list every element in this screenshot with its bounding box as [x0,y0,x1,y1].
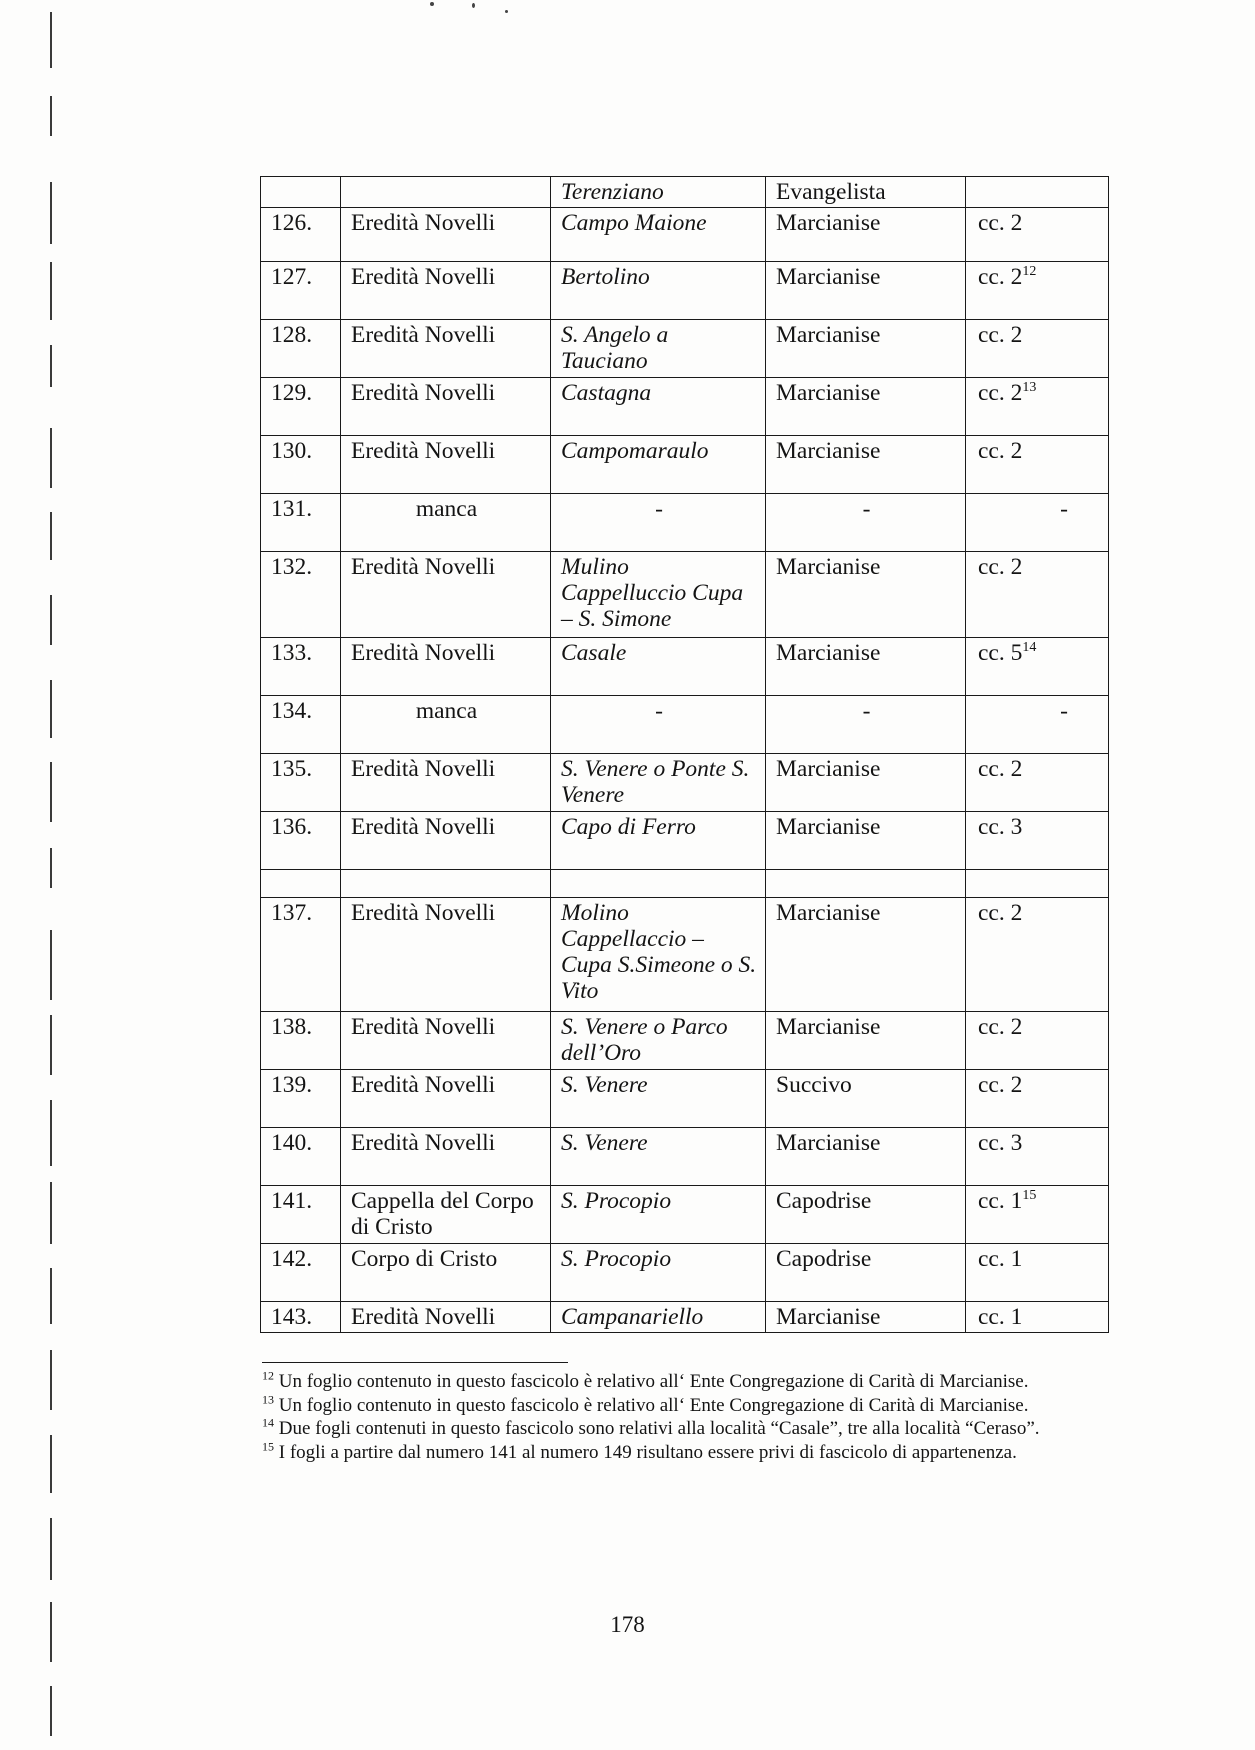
locality [551,870,766,898]
scan-margin-line [50,848,52,888]
page-number: 178 [610,1612,645,1637]
scan-speck [472,3,475,8]
town: Marcianise [766,378,966,436]
table-row [261,638,1109,696]
item-number: 129. [261,378,341,436]
sheet-count: cc. 2 [966,1070,1109,1128]
locality: Campo Maione [551,208,766,262]
town: Marcianise [766,898,966,1012]
heir-name: Eredità Novelli [341,436,551,494]
item-number: 132. [261,552,341,638]
heir-name: Eredità Novelli [341,552,551,638]
locality: Castagna [551,378,766,436]
footnote: $^{14}$ Due fogli contenuti in questo fascicolo sono relativi alla località “Casale”, tre alla località “Ceraso”. [262,1415,1040,1439]
locality: Bertolino [551,262,766,320]
scan-margin-line [50,182,52,244]
scan-margin-line [50,428,52,488]
sheet-count: cc. 1 [966,1302,1109,1333]
item-number: 143. [261,1302,341,1333]
sheet-count: - [966,696,1109,754]
locality: S. Venere o Ponte S. Venere [551,754,766,812]
table-row [261,1128,1109,1186]
locality: S. Venere [551,1128,766,1186]
table-row [261,378,1109,436]
sheet-count: cc. 2 [966,208,1109,262]
item-number [261,177,341,208]
sheet-count [966,177,1109,208]
scan-margin-line [50,680,52,738]
town: - [766,494,966,552]
heir-name: Eredità Novelli [341,1012,551,1070]
locality: Mulino Cappelluccio Cupa – S. Simone [551,552,766,638]
item-number: 133. [261,638,341,696]
scan-margin-line [50,96,52,136]
scan-margin-line [50,512,52,560]
town: Marcianise [766,262,966,320]
item-number: 139. [261,1070,341,1128]
locality: Capo di Ferro [551,812,766,870]
locality: Campomaraulo [551,436,766,494]
heir-name: Cappella del Corpo di Cristo [341,1186,551,1244]
sheet-count [966,870,1109,898]
table-row [261,552,1109,638]
table-row [261,494,1109,552]
town: Marcianise [766,1302,966,1333]
locality: Molino Cappellaccio – Cupa S.Simeone o S. Vito [551,898,766,1012]
town: Succivo [766,1070,966,1128]
scan-margin-line [50,930,52,1000]
locality: S. Procopio [551,1244,766,1302]
sheet-count: cc. 2 [966,552,1109,638]
town: Marcianise [766,754,966,812]
scan-margin-line [50,1686,52,1736]
town: Marcianise [766,812,966,870]
footnote: $^{12}$ Un foglio contenuto in questo fascicolo è relativo all‘ Ente Congregazione di Carità di Marcianise. [262,1368,1029,1392]
sheet-count: cc. $5^{14}$ [966,638,1109,696]
item-number: 136. [261,812,341,870]
footnote: $^{15}$ I fogli a partire dal numero 141 al numero 149 risultano essere privi di fascicolo di appartenenza. [262,1439,1017,1463]
heir-name: manca [341,696,551,754]
table-row [261,208,1109,262]
table-row [261,436,1109,494]
town: Marcianise [766,1128,966,1186]
heir-name: Eredità Novelli [341,320,551,378]
scan-margin-line [50,345,52,387]
holdings-table [260,176,1108,1333]
locality: Casale [551,638,766,696]
item-number: 134. [261,696,341,754]
item-number: 140. [261,1128,341,1186]
locality: S. Procopio [551,1186,766,1244]
item-number: 137. [261,898,341,1012]
heir-name: Eredità Novelli [341,1070,551,1128]
locality: Terenziano [551,177,766,208]
locality: - [551,494,766,552]
town: - [766,696,966,754]
town: Capodrise [766,1244,966,1302]
scan-margin-line [50,1518,52,1580]
locality: S. Venere [551,1070,766,1128]
scan-margin-line [50,595,52,645]
sheet-count: cc. 2 [966,754,1109,812]
item-number: 126. [261,208,341,262]
scan-margin-line [50,1015,52,1075]
sheet-count: - [966,494,1109,552]
scan-margin-line [50,1182,52,1244]
table-row [261,696,1109,754]
town: Capodrise [766,1186,966,1244]
table-row [261,1070,1109,1128]
sheet-count: cc. 1 [966,1244,1109,1302]
scan-margin-line [50,1100,52,1166]
scan-speck [430,2,434,6]
heir-name: Eredità Novelli [341,754,551,812]
footnote-separator [262,1362,568,1363]
table-row [261,812,1109,870]
table-row [261,1186,1109,1244]
scan-speck [505,10,508,13]
item-number: 138. [261,1012,341,1070]
item-number: 131. [261,494,341,552]
item-number: 141. [261,1186,341,1244]
town: Marcianise [766,638,966,696]
heir-name: Eredità Novelli [341,1302,551,1333]
table-row [261,1244,1109,1302]
heir-name: Corpo di Cristo [341,1244,551,1302]
footnotes [262,1370,1102,1464]
heir-name: Eredità Novelli [341,1128,551,1186]
town: Marcianise [766,552,966,638]
town: Marcianise [766,320,966,378]
sheet-count: cc. 2 [966,320,1109,378]
locality: S. Venere o Parco dell’Oro [551,1012,766,1070]
sheet-count: cc. 3 [966,1128,1109,1186]
table-row [261,754,1109,812]
locality: - [551,696,766,754]
heir-name: Eredità Novelli [341,208,551,262]
heir-name: Eredità Novelli [341,378,551,436]
sheet-count: cc. 2 [966,436,1109,494]
scan-margin-line [50,762,52,822]
locality: Campanariello [551,1302,766,1333]
table-row [261,320,1109,378]
town [766,870,966,898]
sheet-count: cc. $2^{12}$ [966,262,1109,320]
table-row [261,898,1109,1012]
town: Evangelista [766,177,966,208]
item-number: 127. [261,262,341,320]
scan-margin-line [50,1268,52,1324]
footnote: $^{13}$ Un foglio contenuto in questo fascicolo è relativo all‘ Ente Congregazione di Carità di Marcianise. [262,1392,1029,1416]
sheet-count: cc. 2 [966,1012,1109,1070]
table-row [261,1302,1109,1333]
locality: S. Angelo a Tauciano [551,320,766,378]
heir-name: Eredità Novelli [341,262,551,320]
sheet-count: cc. $2^{13}$ [966,378,1109,436]
item-number: 142. [261,1244,341,1302]
scan-margin-line [50,1350,52,1410]
heir-name [341,177,551,208]
item-number: 128. [261,320,341,378]
sheet-count: cc. 3 [966,812,1109,870]
item-number [261,870,341,898]
sheet-count: cc. $1^{15}$ [966,1186,1109,1244]
item-number: 130. [261,436,341,494]
heir-name: Eredità Novelli [341,898,551,1012]
heir-name: Eredità Novelli [341,638,551,696]
scan-margin-line [50,262,52,320]
town: Marcianise [766,436,966,494]
table-row [261,177,1109,208]
table-row [261,870,1109,898]
town: Marcianise [766,208,966,262]
table-row [261,1012,1109,1070]
heir-name [341,870,551,898]
heir-name: manca [341,494,551,552]
heir-name: Eredità Novelli [341,812,551,870]
sheet-count: cc. 2 [966,898,1109,1012]
table-row [261,262,1109,320]
scan-margin-line [50,1435,52,1493]
town: Marcianise [766,1012,966,1070]
item-number: 135. [261,754,341,812]
scan-margin-line [50,12,52,68]
